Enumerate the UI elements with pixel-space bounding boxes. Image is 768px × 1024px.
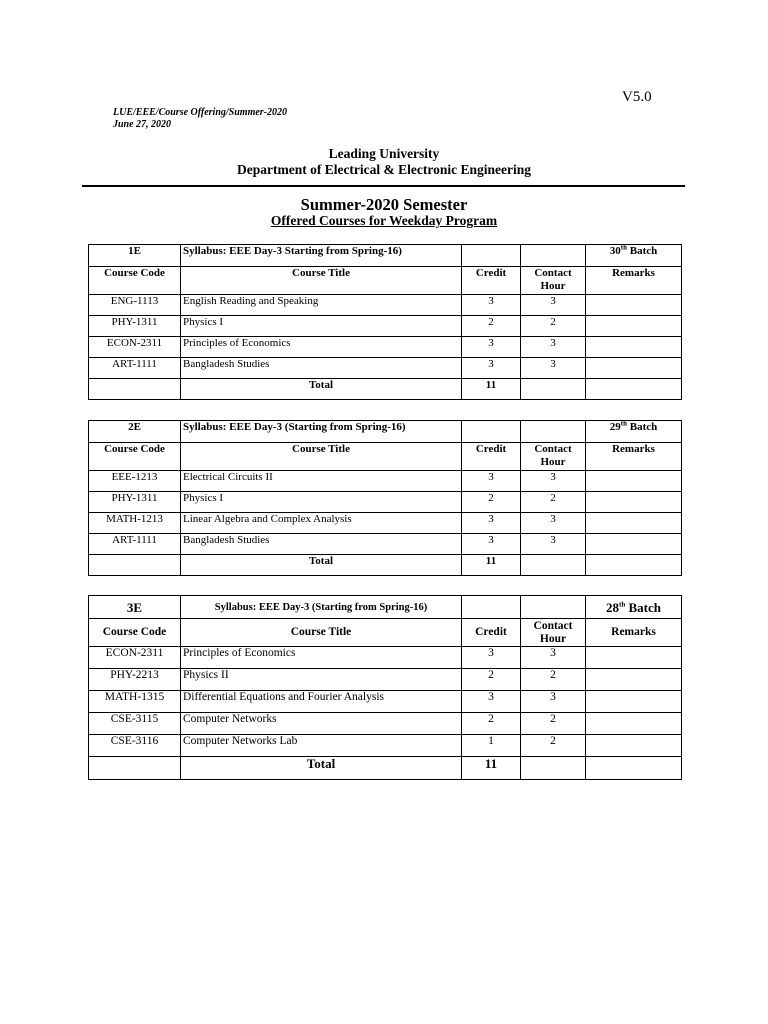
column-header-credit: Credit [462,443,521,471]
course-title: Physics II [181,669,462,691]
course-contact: 2 [521,735,586,757]
section-label: 1E [89,245,181,267]
version-label: V5.0 [622,89,652,105]
course-title: Principles of Economics [181,337,462,358]
course-contact: 3 [521,534,586,555]
table-row [89,513,682,534]
batch-label: 28th Batch [586,596,682,619]
column-header-row [89,443,682,471]
column-header-remarks: Remarks [586,619,682,647]
column-header-code: Course Code [89,267,181,295]
table-row [89,534,682,555]
empty-cell [586,757,682,780]
empty-cell [586,379,682,400]
column-header-credit: Credit [462,619,521,647]
column-header-code: Course Code [89,619,181,647]
column-header-title: Course Title [181,619,462,647]
course-code: MATH-1213 [89,513,181,534]
course-code: PHY-2213 [89,669,181,691]
table-row [89,295,682,316]
course-title: Linear Algebra and Complex Analysis [181,513,462,534]
empty-cell [521,421,586,443]
syllabus-label: Syllabus: EEE Day-3 Starting from Spring-16) [181,245,462,267]
course-code: ECON-2311 [89,647,181,669]
course-title: Electrical Circuits II [181,471,462,492]
institution-heading [0,146,768,178]
column-header-title: Course Title [181,267,462,295]
course-table-3e [88,595,682,780]
empty-cell [521,757,586,780]
table-row [89,669,682,691]
column-header-contact: Contact Hour [521,619,586,647]
empty-cell [89,379,181,400]
table-row [89,316,682,337]
table-header-row [89,245,682,267]
semester-title: Summer-2020 Semester [300,195,468,214]
empty-cell [462,245,521,267]
course-contact: 3 [521,647,586,669]
course-title: Physics I [181,492,462,513]
course-code: ART-1111 [89,534,181,555]
course-credit: 3 [462,471,521,492]
batch-label: 29th Batch [586,421,682,443]
table-row [89,691,682,713]
course-remarks [586,316,682,337]
course-credit: 2 [462,316,521,337]
course-code: MATH-1315 [89,691,181,713]
course-credit: 3 [462,534,521,555]
course-credit: 3 [462,337,521,358]
course-table-1e [88,244,682,400]
course-contact: 3 [521,295,586,316]
total-credit: 11 [462,757,521,780]
table-row [89,647,682,669]
empty-cell [89,555,181,576]
course-contact: 3 [521,337,586,358]
total-row [89,379,682,400]
batch-label: 30th Batch [586,245,682,267]
course-credit: 3 [462,691,521,713]
university-name: Leading University [328,146,440,161]
course-credit: 3 [462,647,521,669]
course-contact: 3 [521,471,586,492]
course-credit: 2 [462,713,521,735]
course-code: CSE-3116 [89,735,181,757]
header-divider [82,185,685,187]
empty-cell [89,757,181,780]
course-remarks [586,713,682,735]
course-remarks [586,735,682,757]
empty-cell [462,421,521,443]
section-label: 3E [89,596,181,619]
empty-cell [521,245,586,267]
section-label: 2E [89,421,181,443]
table-header-row [89,596,682,619]
course-contact: 3 [521,513,586,534]
course-contact: 3 [521,691,586,713]
course-contact: 2 [521,316,586,337]
empty-cell [586,555,682,576]
total-label: Total [181,757,462,780]
column-header-contact: Contact Hour [521,443,586,471]
course-remarks [586,358,682,379]
course-code: ENG-1113 [89,295,181,316]
course-remarks [586,647,682,669]
table-row [89,358,682,379]
course-credit: 2 [462,669,521,691]
total-credit: 11 [462,379,521,400]
course-remarks [586,691,682,713]
total-row [89,757,682,780]
table-row [89,713,682,735]
course-remarks [586,513,682,534]
course-title: Principles of Economics [181,647,462,669]
syllabus-label: Syllabus: EEE Day-3 (Starting from Spring-16) [181,596,462,619]
course-remarks [586,471,682,492]
empty-cell [521,596,586,619]
course-title: Physics I [181,316,462,337]
column-header-remarks: Remarks [586,267,682,295]
course-code: PHY-1311 [89,316,181,337]
total-row [89,555,682,576]
course-title: Differential Equations and Fourier Analysis [181,691,462,713]
course-title: Computer Networks [181,713,462,735]
course-table-2e [88,420,682,576]
course-code: PHY-1311 [89,492,181,513]
column-header-row [89,619,682,647]
course-credit: 2 [462,492,521,513]
course-title: Bangladesh Studies [181,358,462,379]
course-credit: 3 [462,513,521,534]
course-title: Bangladesh Studies [181,534,462,555]
document-date: June 27, 2020 [113,119,172,130]
course-remarks [586,534,682,555]
course-credit: 3 [462,358,521,379]
program-subtitle [0,213,768,229]
course-code: ECON-2311 [89,337,181,358]
column-header-contact: Contact Hour [521,267,586,295]
course-credit: 3 [462,295,521,316]
document-reference [113,107,287,131]
table-row [89,337,682,358]
department-name: Department of Electrical & Electronic Engineering [236,162,532,177]
course-contact: 2 [521,669,586,691]
column-header-credit: Credit [462,267,521,295]
program-subtitle-text: Offered Courses for Weekday Program [270,213,498,228]
column-header-remarks: Remarks [586,443,682,471]
table-row [89,471,682,492]
table-header-row [89,421,682,443]
course-contact: 3 [521,358,586,379]
table-row [89,735,682,757]
course-title: Computer Networks Lab [181,735,462,757]
total-label: Total [181,379,462,400]
course-title: English Reading and Speaking [181,295,462,316]
course-contact: 2 [521,713,586,735]
column-header-row [89,267,682,295]
course-remarks [586,492,682,513]
reference-code: LUE/EEE/Course Offering/Summer-2020 [113,107,288,118]
course-code: ART-1111 [89,358,181,379]
table-row [89,492,682,513]
course-code: CSE-3115 [89,713,181,735]
course-code: EEE-1213 [89,471,181,492]
course-contact: 2 [521,492,586,513]
course-remarks [586,669,682,691]
course-credit: 1 [462,735,521,757]
course-remarks [586,295,682,316]
course-remarks [586,337,682,358]
total-credit: 11 [462,555,521,576]
column-header-code: Course Code [89,443,181,471]
empty-cell [521,555,586,576]
total-label: Total [181,555,462,576]
empty-cell [521,379,586,400]
empty-cell [462,596,521,619]
column-header-title: Course Title [181,443,462,471]
syllabus-label: Syllabus: EEE Day-3 (Starting from Spring-16) [181,421,462,443]
